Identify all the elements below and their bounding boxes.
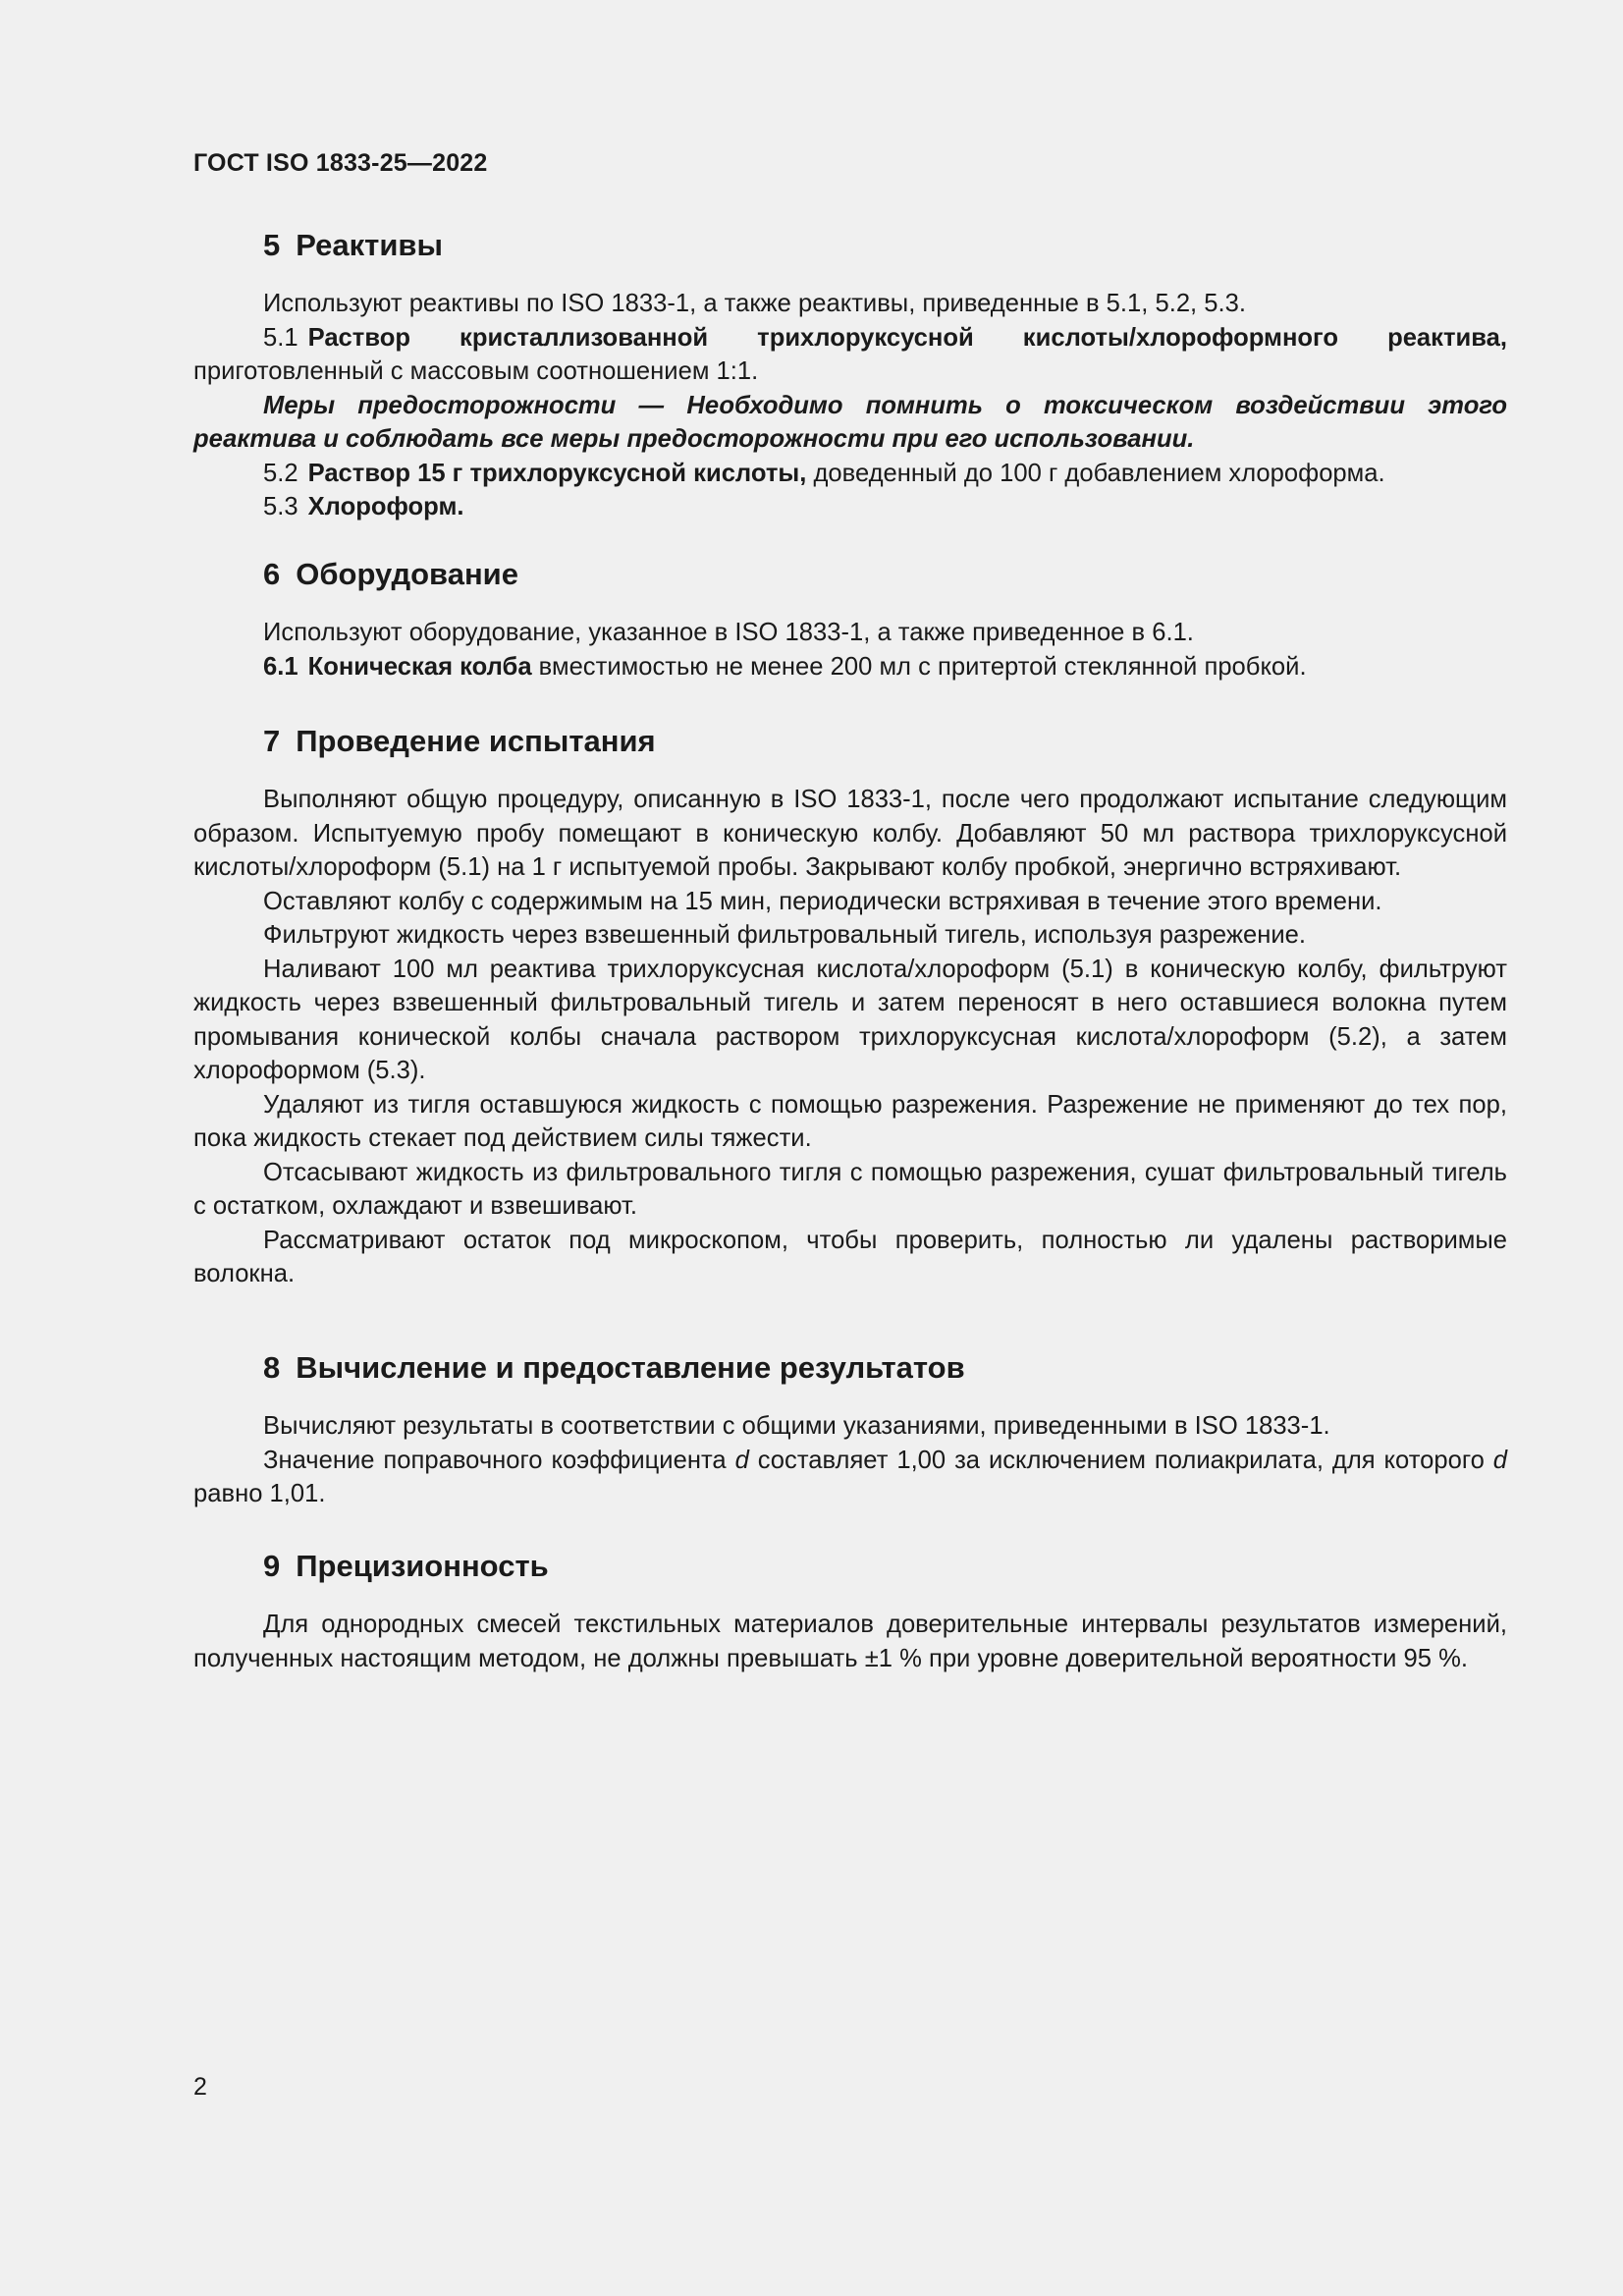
paragraph: Выполняют общую процедуру, описанную в ISO 1833-1, после чего продолжают испытание следующим образом. Испытуемую пробу помещают в коническую колбу. Добавляют 50 мл раствора трихлоруксусной кислоты/хлороформ (5.1) на 1 г испытуемой пробы. Закрывают колбу пробкой, энергично встряхивают.	[193, 786, 1507, 881]
section-number: 6	[263, 557, 281, 591]
item-number: 5.2	[263, 459, 298, 487]
section-8-body	[193, 1409, 1507, 1511]
section-7-body	[193, 783, 1507, 1291]
variable-d: d	[734, 1446, 749, 1474]
section-number: 5	[263, 228, 281, 262]
section-6-body	[193, 616, 1507, 683]
section-title: Реактивы	[296, 228, 443, 262]
section-title: Оборудование	[296, 557, 518, 591]
section-8	[193, 1348, 1507, 1511]
section-7	[193, 722, 1507, 1291]
section-title: Прецизионность	[296, 1549, 549, 1583]
section-title: Вычисление и предоставление результатов	[296, 1350, 965, 1385]
section-5	[193, 226, 1507, 524]
text-run: Значение поправочного коэффициента	[263, 1446, 735, 1474]
item-6-1	[193, 650, 1507, 684]
section-5-heading	[193, 226, 1507, 265]
section-9-heading	[193, 1547, 1507, 1586]
paragraph: Используют оборудование, указанное в ISO 1833-1, а также приведенное в 6.1.	[263, 619, 1194, 646]
item-text: доведенный до 100 г добавлением хлороформа.	[806, 459, 1385, 487]
text-run: составляет 1,00 за исключением полиакрилата, для которого	[748, 1446, 1493, 1474]
section-6-heading	[193, 555, 1507, 594]
section-6	[193, 555, 1507, 683]
paragraph: Наливают 100 мл реактива трихлоруксусная кислота/хлороформ (5.1) в коническую колбу, фильтруют жидкость через взвешенный фильтровальный тигель и затем переносят в него оставшиеся волокна путем промывания конической колбы сначала раствором трихлоруксусная кислота/хлороформ (5.2), а затем хлороформом (5.3).	[193, 955, 1507, 1084]
item-text: приготовленный с массовым соотношением 1:1.	[193, 357, 759, 385]
section-title: Проведение испытания	[296, 724, 656, 758]
paragraph: Удаляют из тигля оставшуюся жидкость с помощью разрежения. Разрежение не применяют до тех пор, пока жидкость стекает под действием силы тяжести.	[193, 1090, 1507, 1152]
document-code-header: ГОСТ ISO 1833-25—2022	[193, 149, 488, 177]
item-5-1	[193, 321, 1507, 389]
paragraph: Используют реактивы по ISO 1833-1, а также реактивы, приведенные в 5.1, 5.2, 5.3.	[263, 290, 1246, 317]
item-bold-text: Коническая колба	[307, 652, 532, 681]
item-5-3	[193, 490, 1507, 524]
paragraph: Отсасывают жидкость из фильтровального тигля с помощью разрежения, сушат фильтровальный тигель с остатком, охлаждают и взвешивают.	[193, 1158, 1507, 1220]
item-5-2	[193, 457, 1507, 491]
section-5-body	[193, 287, 1507, 524]
section-number: 7	[263, 724, 281, 758]
item-number: 5.3	[263, 493, 298, 520]
section-9-body	[193, 1608, 1507, 1675]
page-number: 2	[193, 2073, 207, 2101]
paragraph: Вычисляют результаты в соответствии с общими указаниями, приведенными в ISO 1833-1.	[263, 1412, 1330, 1440]
warning-note: Меры предосторожности — Необходимо помнить о токсическом воздействии этого реактива и соблюдать все меры предосторожности при его использовании.	[193, 391, 1507, 453]
item-bold-text: Хлороформ.	[307, 493, 464, 520]
paragraph: Фильтруют жидкость через взвешенный фильтровальный тигель, используя разрежение.	[263, 921, 1307, 949]
paragraph: Оставляют колбу с содержимым на 15 мин, периодически встряхивая в течение этого времени.	[263, 887, 1382, 915]
paragraph	[193, 1444, 1507, 1511]
item-bold-text: Раствор 15 г трихлоруксусной кислоты,	[307, 459, 807, 487]
variable-d: d	[1492, 1446, 1507, 1474]
section-number: 9	[263, 1549, 281, 1583]
item-number: 5.1	[263, 323, 298, 352]
section-9	[193, 1547, 1507, 1675]
paragraph: Для однородных смесей текстильных материалов доверительные интервалы результатов измерений, полученных настоящим методом, не должны превышать ±1 % при уровне доверительной вероятности 95 %.	[193, 1611, 1507, 1672]
paragraph: Рассматривают остаток под микроскопом, чтобы проверить, полностью ли удалены растворимые волокна.	[193, 1226, 1507, 1287]
item-number: 6.1	[263, 652, 298, 681]
text-run: равно 1,01.	[193, 1480, 326, 1507]
item-text: вместимостью не менее 200 мл с притертой стеклянной пробкой.	[531, 652, 1307, 681]
section-number: 8	[263, 1350, 281, 1385]
section-8-heading	[193, 1348, 1507, 1388]
section-7-heading	[193, 722, 1507, 761]
item-bold-text: Раствор кристаллизованной трихлоруксусной кислоты/хлороформного реактива,	[307, 323, 1507, 352]
